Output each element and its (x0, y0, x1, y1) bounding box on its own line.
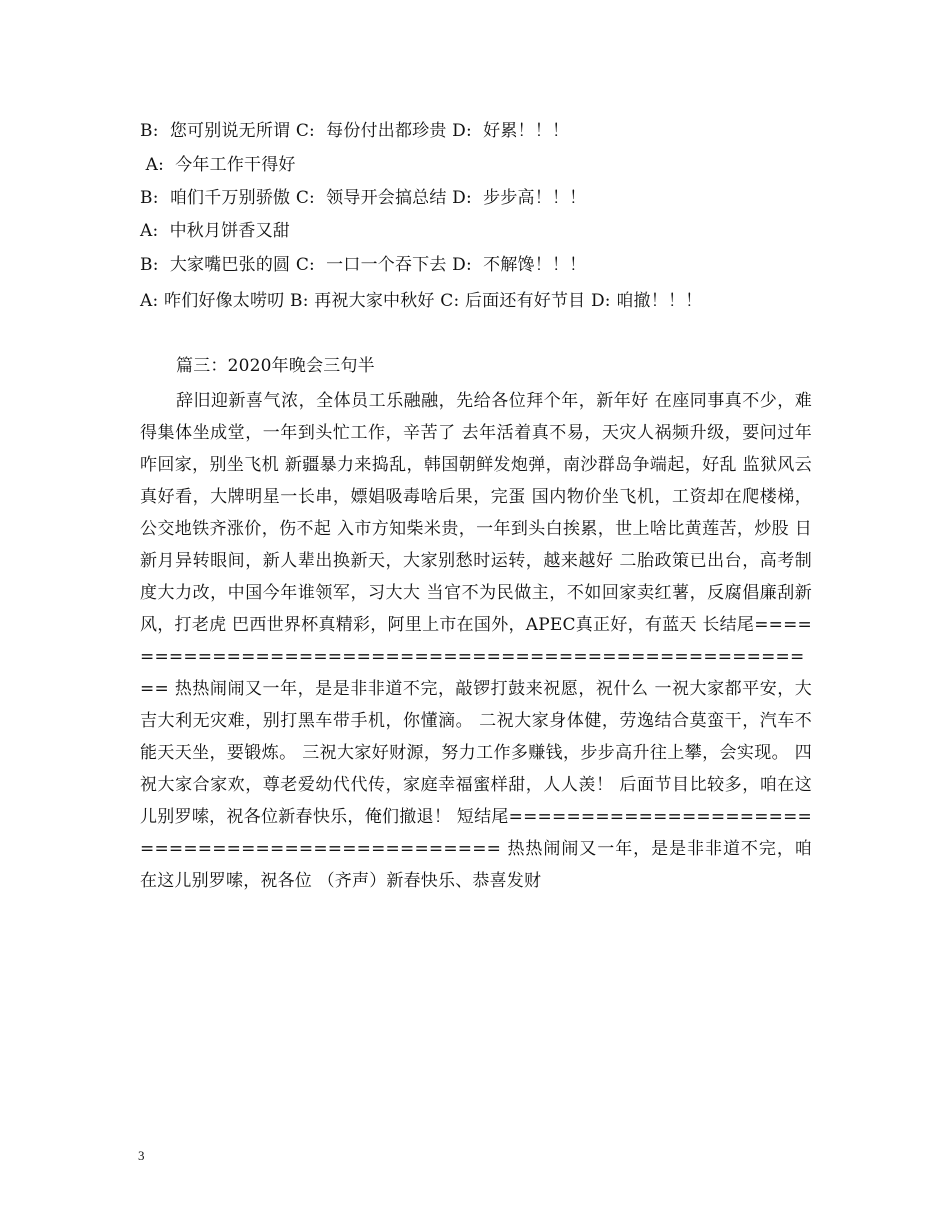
dialogue-line: B: 您可别说无所谓 C: 每份付出都珍贵 D: 好累！！！ (140, 121, 570, 141)
dialogue-line: B: 大家嘴巴张的圆 C: 一口一个吞下去 D: 不解馋！！！ (140, 255, 587, 275)
page-number: 3 (138, 1148, 145, 1163)
dialogue-line: B: 咱们千万别骄傲 C: 领导开会搞总结 D: 步步高！！！ (140, 188, 587, 208)
body-paragraph: 辞旧迎新喜气浓，全体员工乐融融，先给各位拜个年，新年好 在座同事真不少，难得集体坐成堂，一年到头忙工作，辛苦了 去年活着真不易，天灾人祸频升级，要问过年咋回家，别坐飞机 新疆暴力来捣乱，韩国朝鲜发炮弹，南沙群岛争端起，好乱 监狱风云真好看，大牌明星一长串，嫖娼吸毒啥后果，完蛋 国内物价坐飞机，工资却在爬楼梯，公交地铁齐涨价，伤不起 入市方知柴米贵，一年到头白挨累，世上啥比黄莲苦，炒股 日新月异转眼间，新人辈出换新天，大家别愁时运转，越来越好 二胎政策已出台，高考制度大力改，中国今年谁领军，习大大 当官不为民做主，不如回家卖红薯，反腐倡廉刮新风，打老虎 巴西世界杯真精彩，阿里上市在国外，APEC真正好，有蓝天 长结尾==================================================== 热热闹闹又一年，是是非非道不完，敲锣打鼓来祝愿，祝什么 一祝大家都平安，大吉大利无灾难，别打黑车带手机，你懂滴。 二祝大家身体健，劳逸结合莫蛮干，汽车不能天天坐，要锻炼。 三祝大家好财源，努力工作多赚钱，步步高升往上攀，会实现。 四祝大家合家欢，尊老爱幼代代传，家庭幸福蜜样甜，人人羡！ 后面节目比较多，咱在这儿别罗嗦，祝各位新春快乐，俺们撤退！ 短结尾============================================== 热热闹闹又一年，是是非非道不完，咱在这儿别罗嗦，祝各位 （齐声）新春快乐、恭喜发财 (140, 391, 812, 891)
dialogue-line: A: 中秋月饼香又甜 (140, 221, 291, 241)
section-title: 篇三：2020年晚会三句半 (176, 356, 375, 376)
closing-dialogue: A: 咋们好像太唠叨 B: 再祝大家中秋好 C: 后面还有好节目 D: 咱撤！！！ (140, 291, 703, 311)
dialogue-line: A: 今年工作干得好 (140, 155, 296, 175)
